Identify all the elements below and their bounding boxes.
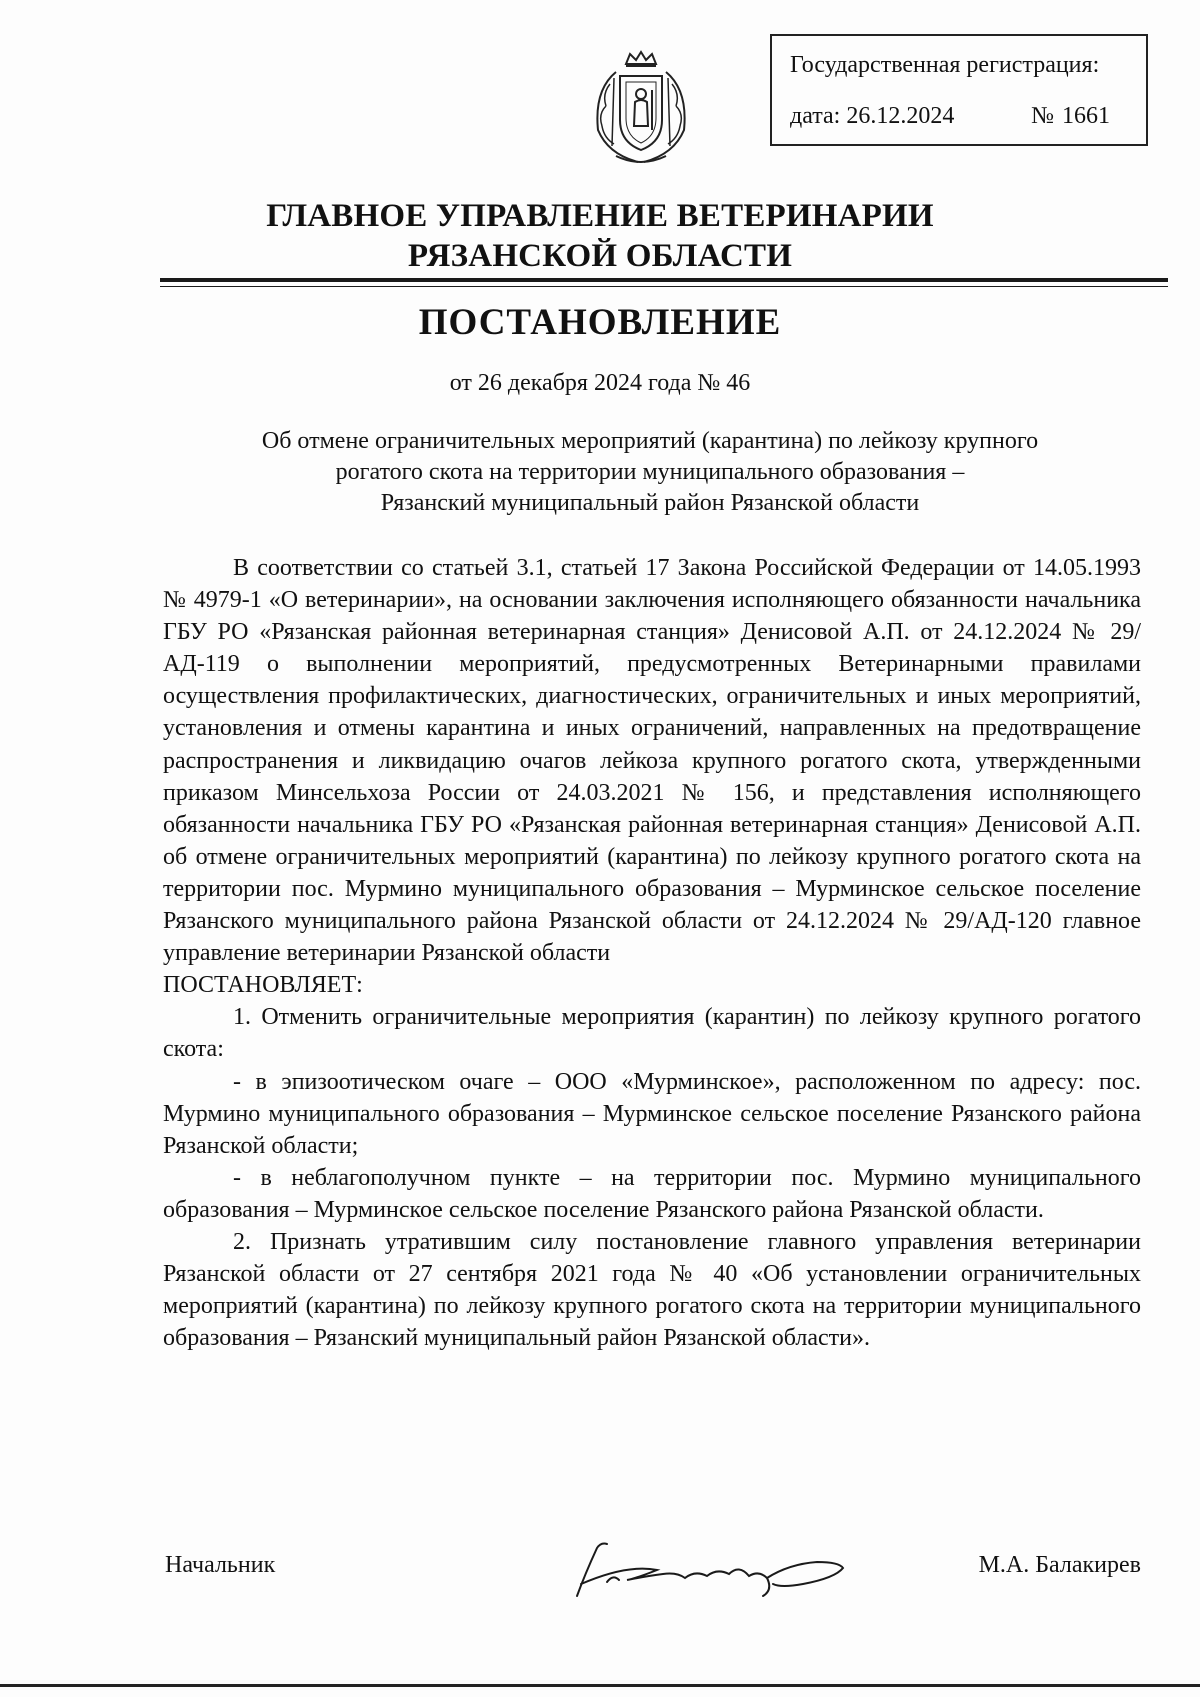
registration-number-sign: № — [1031, 103, 1054, 130]
body-preamble: В соответствии со статьей 3.1, статьей 17 Закона Российской Федерации от 14.05.1993 № 4979-1 «О ветеринарии», на основании заключения исполняющего обязанности начальника ГБУ РО «Рязанская районная ветеринарная станция» Денисовой А.П. от 24.12.2024 № 29/АД-119 о выполнении мероприятий, предусмотренных Ветеринарными правилами осуществления профилактических, диагностических, ограничительных и иных мероприятий, установления и отмены карантина и иных ограничений, направленных на предотвращение распространения и ликвидацию очагов лейкоза крупного рогатого скота, утвержденными приказом Минсельхоза России от 24.03.2021 № 156, и представления исполняющего обязанности начальника ГБУ РО «Рязанская районная ветеринарная станция» Денисовой А.П. об отмене ограничительных мероприятий (карантина) по лейкозу крупного рогатого скота на территории пос. Мурмино муниципального образования – Мурминское сельское поселение Рязанского муниципального района Рязанской области от 24.12.2024 № 29/АД-120 главное управление ветеринарии Рязанской области — [163, 555, 1141, 967]
signatory-name: М.А. Балакирев — [978, 1552, 1141, 1578]
header-divider-thick — [160, 278, 1168, 282]
body-item-1b: - в неблагополучном пункте – на территории пос. Мурмино муниципального образования – Мурминское сельское поселение Рязанского района Рязанской области. — [163, 1164, 1141, 1223]
registration-date-group — [790, 101, 954, 132]
subject-line2: рогатого скота на территории муниципального образования – — [335, 459, 965, 485]
body-item-1: 1. Отменить ограничительные мероприятия (карантин) по лейкозу крупного рогатого скота: — [163, 1004, 1141, 1063]
subject-line3: Рязанский муниципальный район Рязанской области — [380, 490, 920, 516]
signature-block — [163, 1544, 1141, 1604]
document-type-title: ПОСТАНОВЛЕНИЕ — [418, 302, 782, 343]
registration-title: Государственная регистрация: — [790, 52, 1100, 78]
registration-details — [790, 101, 1132, 132]
subject-line1: Об отмене ограничительных мероприятий (карантина) по лейкозу крупного — [261, 428, 1039, 454]
document-body — [163, 552, 1141, 1354]
document-date-number: от 26 декабря 2024 года № 46 — [449, 370, 751, 396]
header-divider-thin — [160, 286, 1168, 287]
registration-number: 1661 — [1062, 103, 1110, 130]
document-subject — [170, 426, 1130, 519]
registration-date-label: дата: — [790, 103, 841, 130]
scan-bottom-edge — [0, 1684, 1200, 1687]
organization-name-line1: ГЛАВНОЕ УПРАВЛЕНИЕ ВЕТЕРИНАРИИ — [266, 198, 934, 234]
signatory-position: Начальник — [165, 1552, 276, 1578]
body-item-2: 2. Признать утратившим силу постановление главного управления ветеринарии Рязанской области от 27 сентября 2021 года № 40 «Об установлении ограничительных мероприятий (карантина) по лейкозу крупного рогатого скота на территории муниципального образования – Рязанский муниципальный район Рязанской области». — [163, 1228, 1141, 1352]
registration-box — [770, 34, 1148, 146]
organization-name-line2: РЯЗАНСКОЙ ОБЛАСТИ — [407, 238, 793, 274]
body-item-1a: - в эпизоотическом очаге – ООО «Мурминское», расположенном по адресу: пос. Мурмино муниципального образования – Мурминское сельское поселение Рязанского района Рязанской области; — [163, 1068, 1141, 1159]
registration-number-group — [1031, 101, 1132, 132]
body-resolves: ПОСТАНОВЛЯЕТ: — [163, 972, 363, 999]
coat-of-arms-icon — [580, 50, 702, 172]
registration-date: 26.12.2024 — [846, 103, 955, 130]
handwritten-signature-icon — [567, 1534, 857, 1604]
